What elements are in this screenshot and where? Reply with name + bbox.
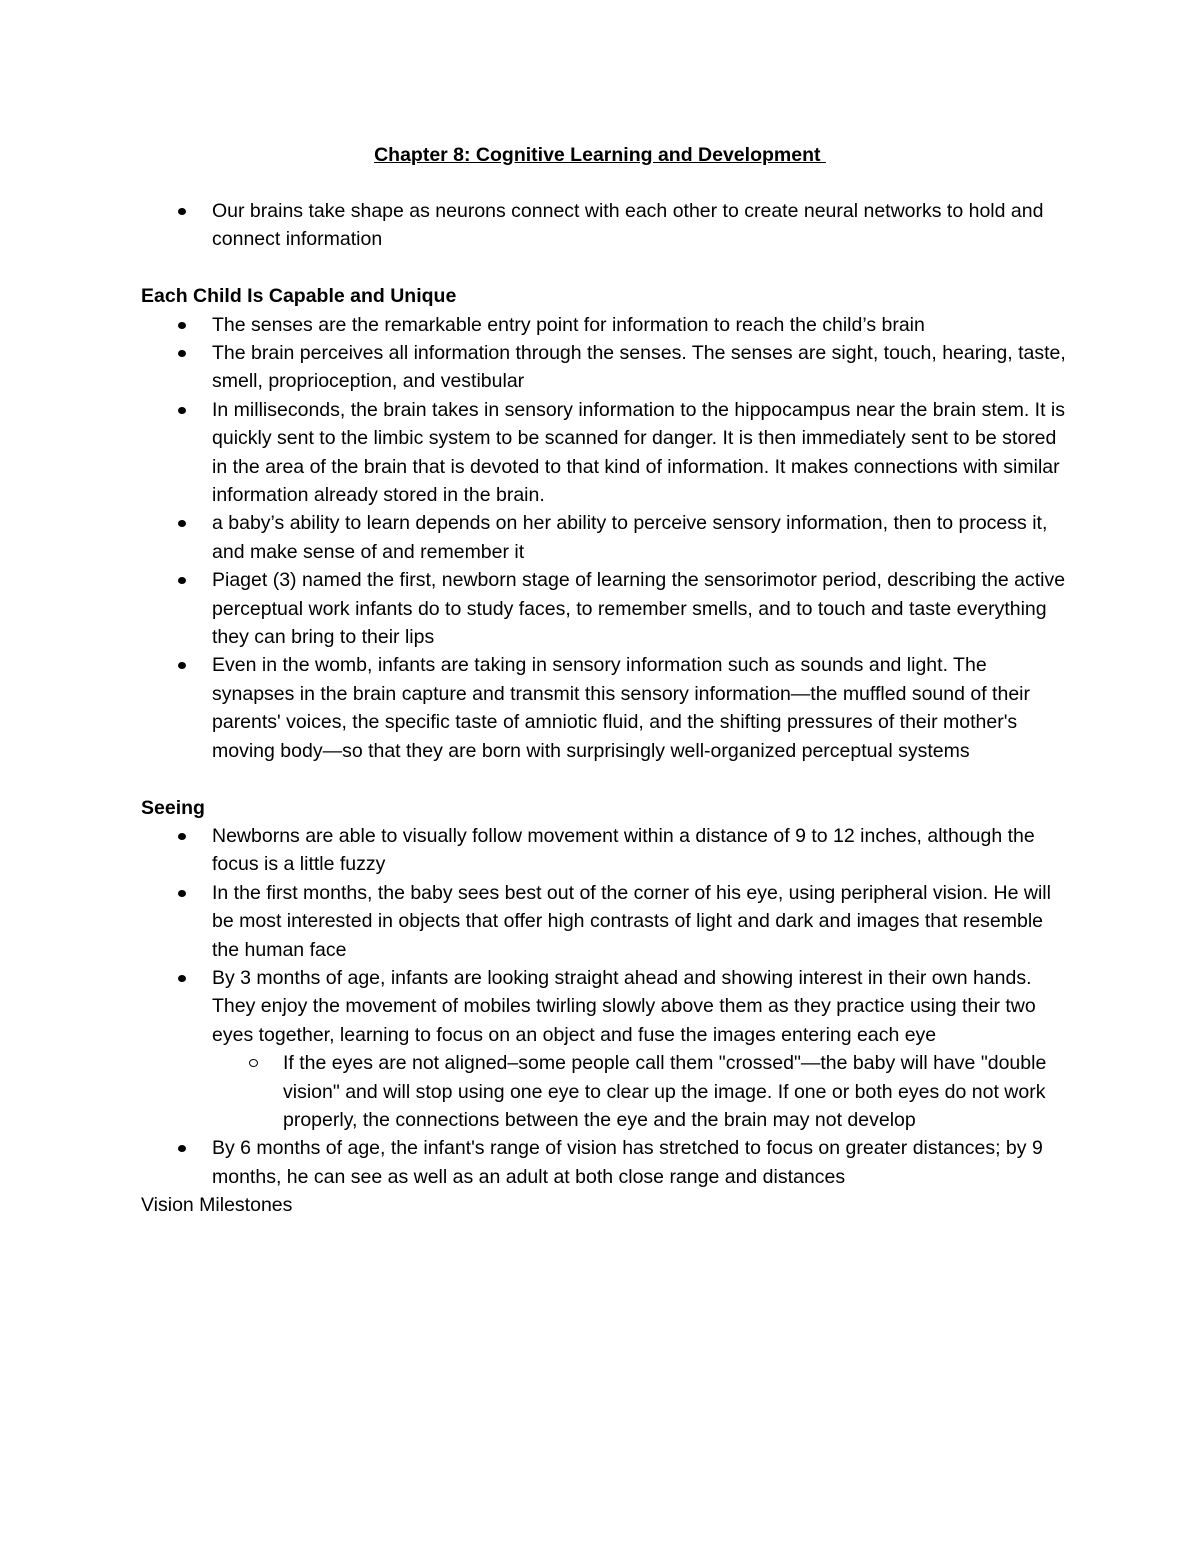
section-heading: Each Child Is Capable and Unique — [141, 285, 457, 308]
list-item: By 6 months of age, the infant's range of vision has stretched to focus on greater distances; by 9 months, he can see as well as an adult at both close range and distances — [141, 1134, 1071, 1191]
list-item: In the first months, the baby sees best out of the corner of his eye, using peripheral vision. He will be most interested in objects that offer high contrasts of light and dark and images that resemble the human face — [141, 879, 1071, 964]
bullet-icon — [178, 350, 186, 357]
list-item: In milliseconds, the brain takes in sensory information to the hippocampus near the brain stem. It is quickly sent to the limbic system to be scanned for danger. It is then immediately sent to be stored in the area of the brain that is devoted to that kind of information. It makes connections with similar information already stored in the brain. — [141, 396, 1071, 510]
bullet-icon — [178, 407, 186, 414]
bullet-icon — [178, 322, 186, 329]
bullet-icon — [178, 662, 186, 669]
bullet-icon — [178, 577, 186, 584]
bullet-icon — [178, 890, 186, 897]
sub-list — [212, 1049, 1071, 1134]
closing-text: Vision Milestones — [141, 1194, 293, 1217]
sub-list-item: If the eyes are not aligned–some people call them "crossed"—the baby will have "double vision" and will stop using one eye to clear up the image. If one or both eyes do not work properly, the connections between the eye and the brain may not develop — [212, 1049, 1071, 1134]
bullet-icon — [178, 975, 186, 982]
list-item: The brain perceives all information through the senses. The senses are sight, touch, hearing, taste, smell, proprioception, and vestibular — [141, 339, 1071, 396]
page-title: Chapter 8: Cognitive Learning and Development — [374, 144, 826, 166]
list-item: Our brains take shape as neurons connect with each other to create neural networks to hold and connect information — [141, 197, 1071, 254]
section-list — [141, 311, 1071, 766]
list-item: Newborns are able to visually follow movement within a distance of 9 to 12 inches, although the focus is a little fuzzy — [141, 822, 1071, 879]
section-list — [141, 822, 1071, 1191]
list-item: a baby’s ability to learn depends on her ability to perceive sensory information, then to process it, and make sense of and remember it — [141, 509, 1071, 566]
document-body — [141, 197, 1071, 1220]
list-item: The senses are the remarkable entry point for information to reach the child’s brain — [141, 311, 1071, 339]
intro-list — [141, 197, 1071, 254]
hollow-bullet-icon — [249, 1059, 258, 1067]
bullet-icon — [178, 833, 186, 840]
bullet-icon — [178, 520, 186, 527]
section-heading: Seeing — [141, 796, 205, 819]
list-item: By 3 months of age, infants are looking straight ahead and showing interest in their own hands. They enjoy the movement of mobiles twirling slowly above them as they practice using their two eyes together, learning to focus on an object and fuse the images entering each eye If the eyes are not aligned–some people call them "crossed"—the baby will have "double vision" and will stop using one eye to clear up the image. If one or both eyes do not work properly, the connections between the eye and the brain may not develop — [141, 964, 1071, 1134]
bullet-icon — [178, 208, 186, 215]
list-item: Piaget (3) named the first, newborn stage of learning the sensorimotor period, describing the active perceptual work infants do to study faces, to remember smells, and to touch and taste everything they can bring to their lips — [141, 566, 1071, 651]
list-item: Even in the womb, infants are taking in sensory information such as sounds and light. The synapses in the brain capture and transmit this sensory information—the muffled sound of their parents' voices, the specific taste of amniotic fluid, and the shifting pressures of their mother's moving body—so that they are born with surprisingly well-organized perceptual systems — [141, 651, 1071, 765]
bullet-icon — [178, 1145, 186, 1152]
